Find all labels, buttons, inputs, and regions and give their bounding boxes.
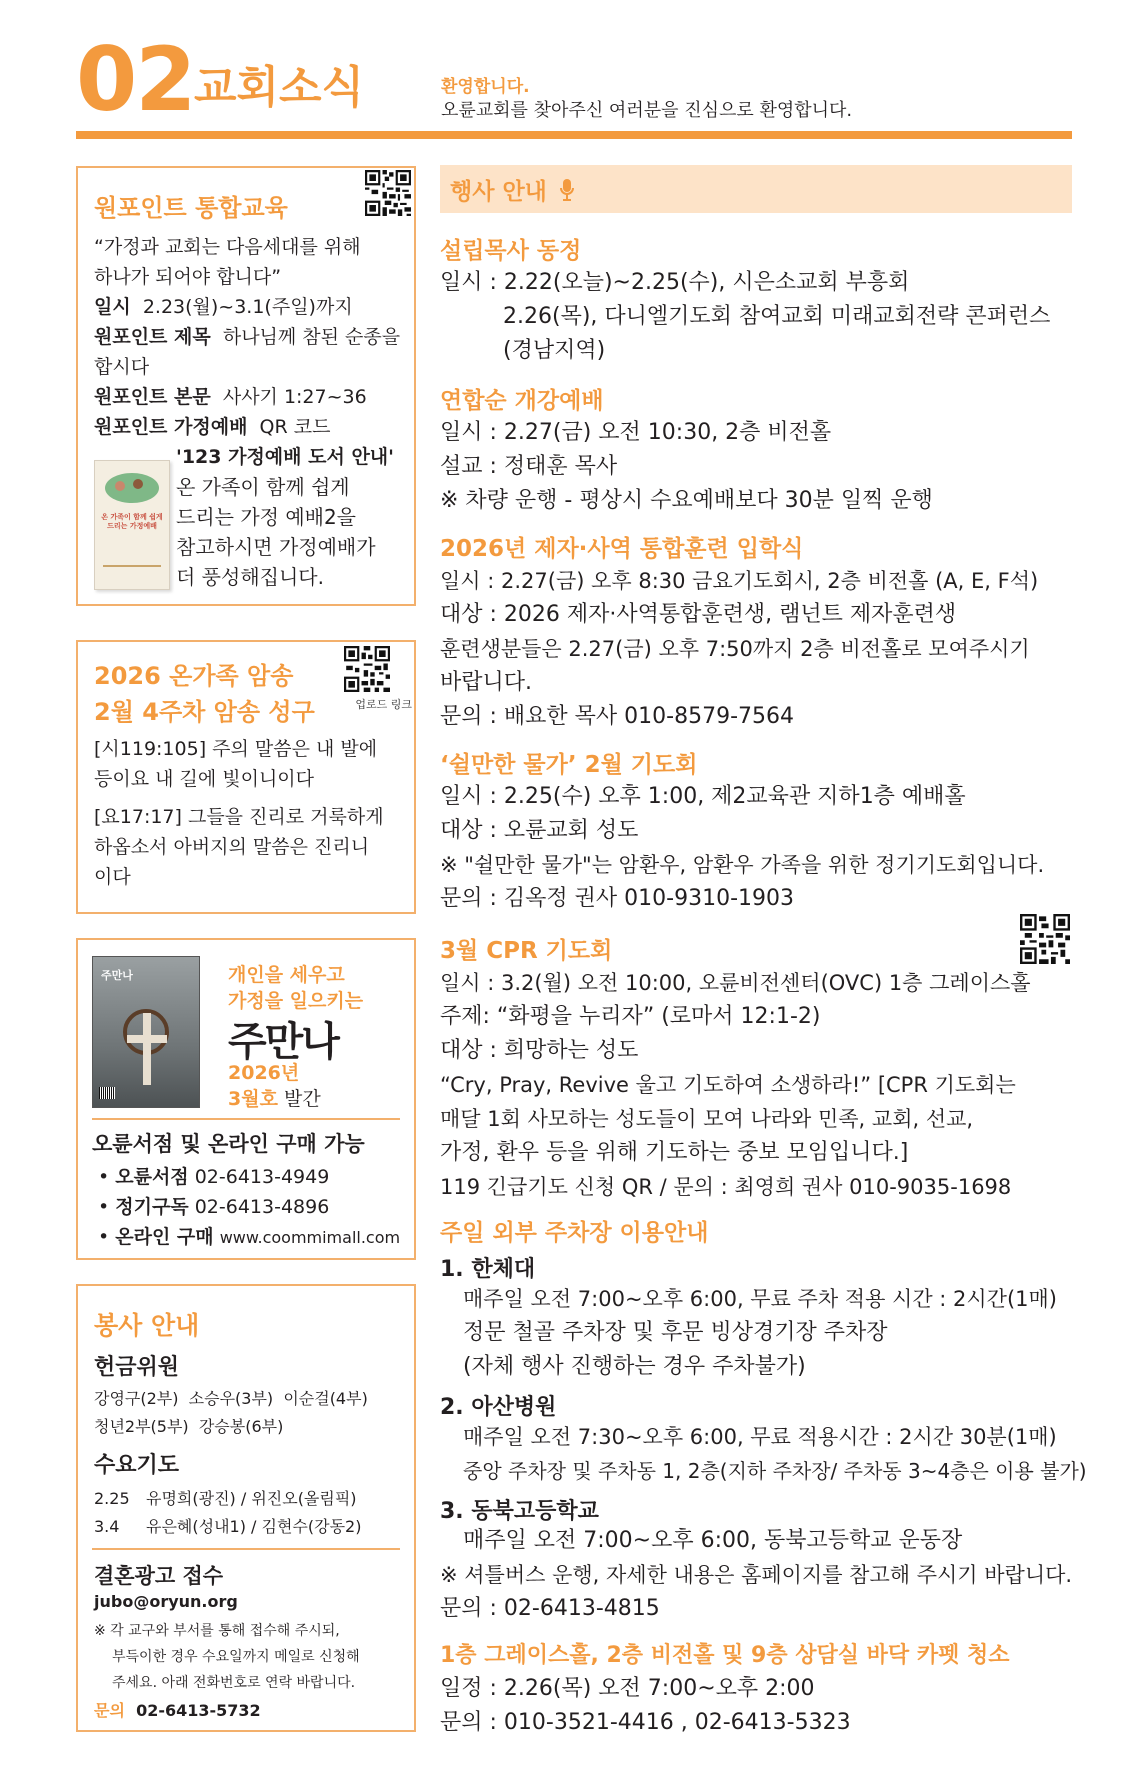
service-title: 봉사 안내 [94,1311,200,1340]
event6-title: 주일 외부 주차장 이용안내 [440,1220,709,1246]
event1-line3: (경남지역) [503,338,606,363]
event3-title: 2026년 제자·사역 통합훈련 입학식 [440,536,804,562]
memorize-box [76,640,416,914]
event6-contact: 문의 : 02-6413-4815 [440,1596,660,1621]
buy-item-online: • 온라인 구매 www.coommimall.com [98,1226,401,1248]
qr-upload-label: 업로드 링크 [355,698,412,711]
event3-line4: 바랍니다. [440,670,533,695]
wednesday-row1: 2.25 유명희(광진) / 위진오(올림픽) [94,1489,357,1508]
onepoint-subject [94,322,400,352]
qr-code-icon[interactable] [365,170,411,216]
guide-line1: 온 가족이 함께 쉽게 [176,475,350,499]
onepoint-subject-label: 원포인트 제목 [94,326,211,348]
wedding-ad-title: 결혼광고 접수 [94,1564,224,1588]
parking1-title: 1. 한체대 [440,1257,536,1282]
onepoint-subject-value2: 합시다 [94,356,150,378]
onepoint-text [94,382,367,412]
offering-title: 헌금위원 [94,1355,180,1380]
onepoint-worship-label: 원포인트 가정예배 [94,416,248,438]
event1-line1: 일시 : 2.22(오늘)~2.25(수), 시은소교회 부흥회 [440,270,910,295]
qr-code-icon[interactable] [1020,914,1070,964]
magazine-cover-logo: 주만나 [101,969,133,982]
event3-line5: 문의 : 배요한 목사 010-8579-7564 [440,704,794,729]
offering-line1: 강영구(2부) 소승우(3부) 이순걸(4부) [94,1389,368,1408]
service-divider [92,1548,400,1550]
event7-line2: 문의 : 010-3521-4416 , 02-6413-5323 [440,1710,851,1735]
verse2-line3: 이다 [94,866,131,888]
event3-line3: 훈련생분들은 2.27(금) 오후 7:50까지 2층 비전홀로 모여주시기 [440,637,1030,661]
onepoint-date-label: 일시 [94,296,131,318]
event2-line3: ※ 차량 운행 - 평상시 수요예배보다 30분 일찍 운행 [440,488,933,513]
event6-shuttle-note: ※ 셔틀버스 운행, 자세한 내용은 홈페이지를 참고해 주시기 바랍니다. [440,1563,1073,1587]
event1-line2: 2.26(목), 다니엘기도회 참여교회 미래교회전략 콘퍼런스 [503,304,1051,329]
event7-line1: 일정 : 2.26(목) 오전 7:00~오후 2:00 [440,1676,815,1701]
book-cover-title: 온 가족이 함께 쉽게 드리는 가정예배 [101,513,163,530]
event4-line4: 문의 : 김옥정 권사 010-9310-1903 [440,886,794,911]
magazine-issue-month: 3월호 [228,1088,278,1110]
parking1-line3: (자체 행사 진행하는 경우 주차불가) [463,1354,806,1379]
parking2-line1: 매주일 오전 7:30~오후 6:00, 무료 적용시간 : 2시간 30분(1매) [463,1425,1057,1449]
parking2-line2: 중앙 주차장 및 주차동 1, 2층(지하 주차장/ 주차동 3~4층은 이용 불가) [463,1459,1087,1483]
buy-item-store: • 오륜서점 02-6413-4949 [98,1166,330,1188]
magazine-year: 2026년 [228,1062,300,1084]
welcome-text: 오륜교회를 찾아주신 여러분을 진심으로 환영합니다. [441,100,853,121]
event5-line4: “Cry, Pray, Revive 울고 기도하여 소생하라!” [CPR 기도회는 [440,1073,1016,1097]
event2-line1: 일시 : 2.27(금) 오전 10:30, 2층 비전홀 [440,420,832,445]
events-title: 행사 안내 [450,173,575,208]
magazine-issue-suffix: 발간 [283,1088,321,1110]
parking3-title: 3. 동북고등학교 [440,1499,599,1524]
event7-title: 1층 그레이스홀, 2층 비전홀 및 9층 상담실 바닥 카펫 청소 [440,1643,1010,1668]
event4-title: ‘쉴만한 물가’ 2월 기도회 [440,752,698,778]
service-box [76,1284,416,1732]
online-mall-link[interactable]: www.coommimall.com [219,1228,401,1247]
header-rule [76,131,1072,139]
welcome-heading: 환영합니다. [441,77,530,97]
magazine-divider [92,1118,400,1120]
magazine-logo: 주만나 [228,1019,338,1065]
section-number: 02 [76,28,195,131]
onepoint-date [94,292,353,322]
event5-line1: 일시 : 3.2(월) 오전 10:00, 오륜비전센터(OVC) 1층 그레이스홀 [440,971,1031,995]
event2-title: 연합순 개강예배 [440,388,604,414]
onepoint-quote-line1: “가정과 교회는 다음세대를 위해 [94,236,361,258]
onepoint-subject-value: 하나님께 참된 순종을 [222,326,401,348]
onepoint-date-value: 2.23(월)~3.1(주일)까지 [142,296,353,318]
guide-line2: 드리는 가정 예배2을 [176,505,356,529]
onepoint-box [76,166,416,606]
event5-line6: 가정, 환우 등을 위해 기도하는 중보 모임입니다.] [440,1140,909,1165]
microphone-icon [559,178,575,208]
page-header [76,28,1072,142]
parking3-line1: 매주일 오전 7:00~오후 6:00, 동북고등학교 운동장 [463,1528,963,1553]
parking2-title: 2. 아산병원 [440,1395,557,1420]
event3-line2: 대상 : 2026 제자·사역통합훈련생, 램넌트 제자훈련생 [440,602,957,627]
wednesday-row2: 3.4 유은혜(성내1) / 김현수(강동2) [94,1517,362,1536]
event1-title: 설립목사 동정 [440,238,582,264]
parking1-line1: 매주일 오전 7:00~오후 6:00, 무료 주차 적용 시간 : 2시간(1매) [463,1287,1057,1311]
event5-title: 3월 CPR 기도회 [440,938,613,964]
guide-line3: 참고하시면 가정예배가 [176,535,376,559]
magazine-box [76,938,416,1260]
onepoint-quote-line2: 하나가 되어야 합니다” [94,266,282,288]
onepoint-title: 원포인트 통합교육 [94,194,288,222]
event2-line2: 설교 : 정태훈 목사 [440,454,618,479]
magazine-cover-image [92,956,200,1108]
event4-line3: ※ "쉴만한 물가"는 암환우, 암환우 가족을 위한 정기기도회입니다. [440,853,1045,877]
wedding-note3: 주세요. 아래 전화번호로 연락 바랍니다. [112,1675,356,1691]
offering-line2: 청년2부(5부) 강승봉(6부) [94,1417,284,1436]
verse2-line2: 하옵소서 아버지의 말씀은 진리니 [94,836,370,858]
onepoint-worship-value: QR 코드 [259,416,331,438]
event4-line2: 대상 : 오륜교회 성도 [440,818,639,843]
event5-line7: 119 긴급기도 신청 QR / 문의 : 최영희 권사 010-9035-1698 [440,1175,1012,1199]
buy-item-subscription: • 정기구독 02-6413-4896 [98,1196,330,1218]
guide-line4: 더 풍성해집니다. [176,565,324,589]
parking1-line2: 정문 철골 주차장 및 후문 빙상경기장 주차장 [463,1320,888,1345]
event5-line2: 주제: “화평을 누리자” (로마서 12:1-2) [440,1004,821,1029]
verse1-line1: [시119:105] 주의 말씀은 내 발에 [94,738,378,760]
memorize-title2: 2월 4주차 암송 성구 [94,698,315,726]
event4-line1: 일시 : 2.25(수) 오후 1:00, 제2교육관 지하1층 예배홀 [440,784,966,809]
verse1-line2: 등이요 내 길에 빛이니이다 [94,768,315,790]
magazine-issue [228,1084,321,1111]
wedding-email[interactable]: jubo@oryun.org [94,1592,238,1611]
magazine-tagline1: 개인을 세우고 [228,964,345,986]
verse2-line1: [요17:17] 그들을 진리로 거룩하게 [94,806,384,828]
wedding-note2: 부득이한 경우 수요일까지 메일로 신청해 [112,1649,360,1665]
event5-line5: 매달 1회 사모하는 성도들이 모여 나라와 민족, 교회, 선교, [440,1107,974,1131]
qr-code-icon[interactable] [344,646,390,692]
buy-title: 오륜서점 및 온라인 구매 가능 [92,1132,365,1156]
magazine-tagline2: 가정을 일으키는 [228,990,364,1012]
section-title: 교회소식 [194,62,365,113]
wednesday-prayer-title: 수요기도 [94,1453,180,1478]
onepoint-text-label: 원포인트 본문 [94,386,211,408]
guide-title: '123 가정예배 도서 안내' [176,446,394,468]
family-worship-book-image [94,460,170,590]
wedding-contact: 문의 02-6413-5732 [94,1701,261,1720]
memorize-title1: 2026 온가족 암송 [94,662,294,690]
event5-line3: 대상 : 희망하는 성도 [440,1038,639,1063]
event3-line1: 일시 : 2.27(금) 오후 8:30 금요기도회시, 2층 비전홀 (A, E, F석) [440,569,1039,593]
wedding-note1: ※ 각 교구와 부서를 통해 접수해 주시되, [94,1623,340,1639]
onepoint-text-value: 사사기 1:27~36 [222,386,367,408]
onepoint-worship [94,412,330,442]
